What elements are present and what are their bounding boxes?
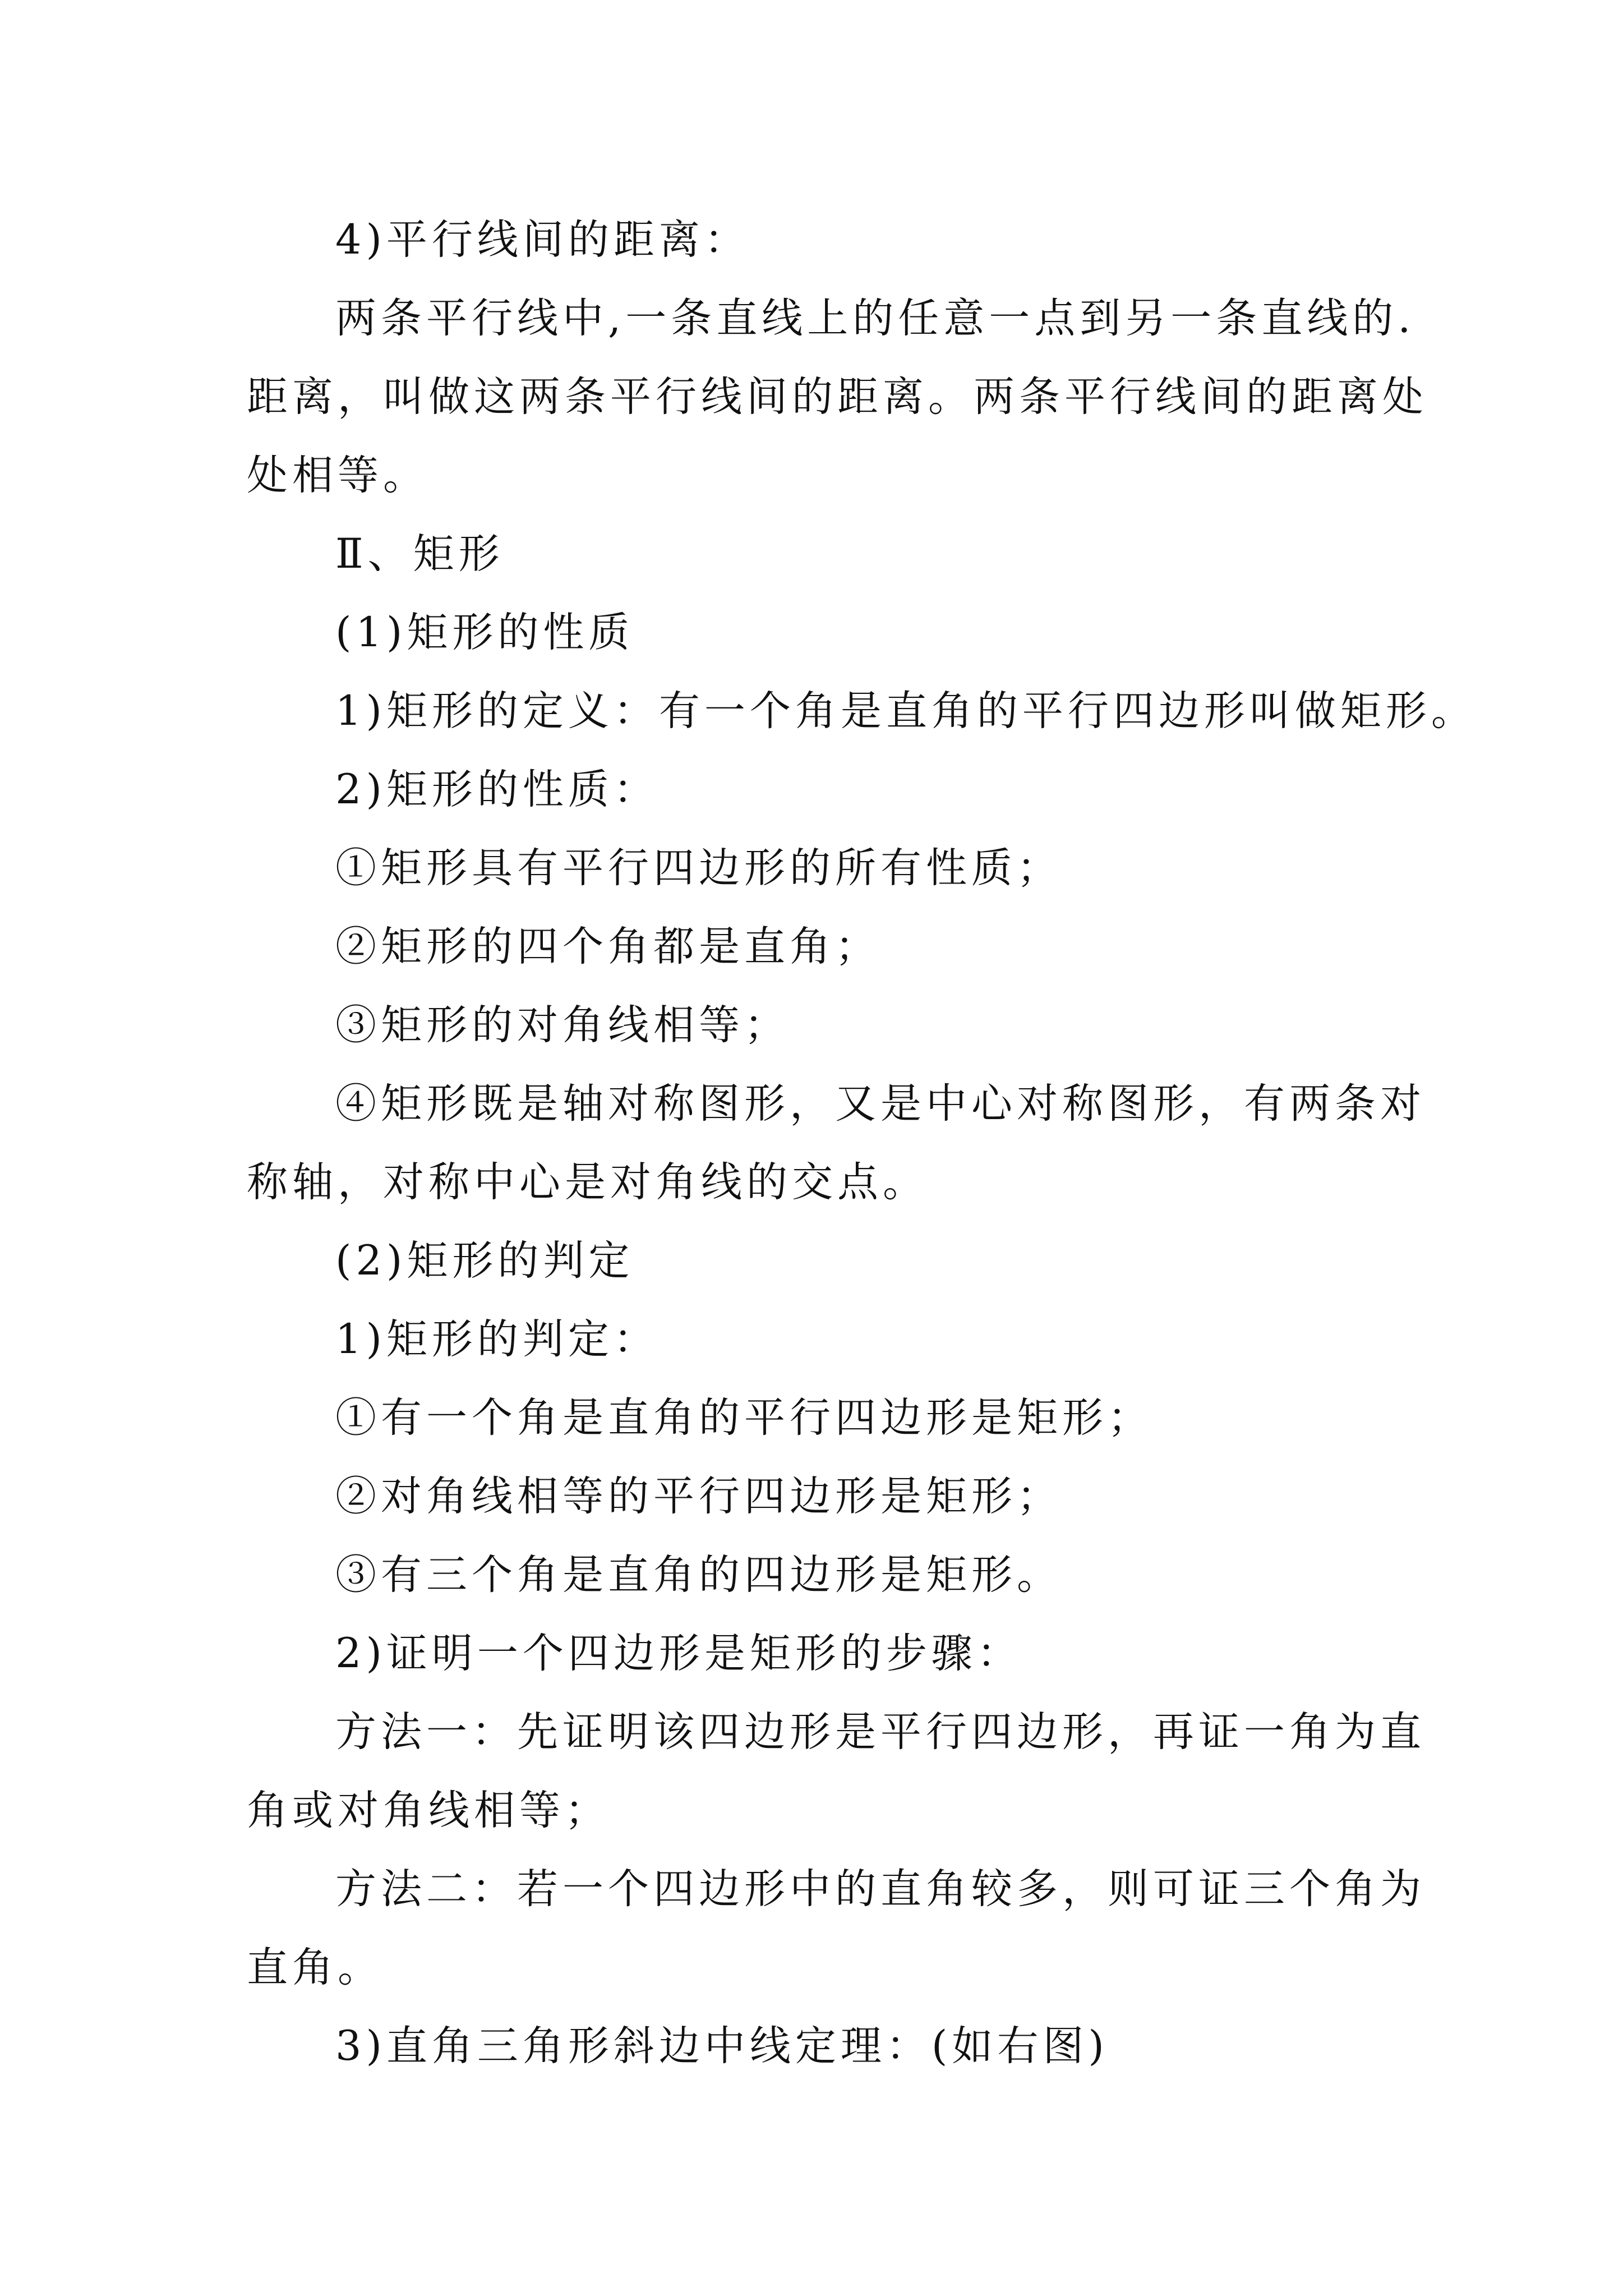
text-line: 2)证明一个四边形是矩形的步骤： — [335, 1630, 1022, 1677]
list-item: ④矩形既是轴对称图形，又是中心对称图形，有两条对 — [335, 1080, 1426, 1128]
text-line: 方法一：先证明该四边形是平行四边形，再证一角为直 — [335, 1708, 1426, 1756]
text-line: 方法二：若一个四边形中的直角较多，则可证三个角为 — [335, 1865, 1426, 1913]
text-line: 4)平行线间的距离： — [335, 216, 750, 264]
list-item: ①矩形具有平行四边形的所有性质； — [335, 844, 1062, 892]
text-line: 处相等。 — [247, 452, 428, 499]
text-line: 1)矩形的判定： — [335, 1315, 659, 1363]
text-line: 3)直角三角形斜边中线定理：(如右图) — [335, 2022, 1109, 2070]
section-heading: Ⅱ、矩形 — [335, 530, 504, 578]
list-item: ②矩形的四个角都是直角； — [335, 923, 880, 970]
text-line: 直角。 — [247, 1944, 383, 1991]
text-line: 1)矩形的定义：有一个角是直角的平行四边形叫做矩形。 — [335, 687, 1477, 735]
text-line: 称轴，对称中心是对角线的交点。 — [247, 1158, 928, 1206]
text-line: 距离，叫做这两条平行线间的距离。两条平行线间的距离处 — [247, 373, 1428, 421]
list-item: ①有一个角是直角的平行四边形是矩形； — [335, 1394, 1153, 1442]
subsection-heading: (1)矩形的性质 — [335, 609, 634, 656]
text-line: 两条平行线中,一条直线上的任意一点到另一条直线的. — [335, 295, 1415, 342]
list-item: ②对角线相等的平行四边形是矩形； — [335, 1473, 1062, 1520]
text-line: 2)矩形的性质： — [335, 766, 659, 813]
list-item: ③有三个角是直角的四边形是矩形。 — [335, 1551, 1062, 1599]
subsection-heading: (2)矩形的判定 — [335, 1237, 634, 1285]
text-line: 角或对角线相等； — [247, 1787, 610, 1834]
list-item: ③矩形的对角线相等； — [335, 1001, 790, 1049]
